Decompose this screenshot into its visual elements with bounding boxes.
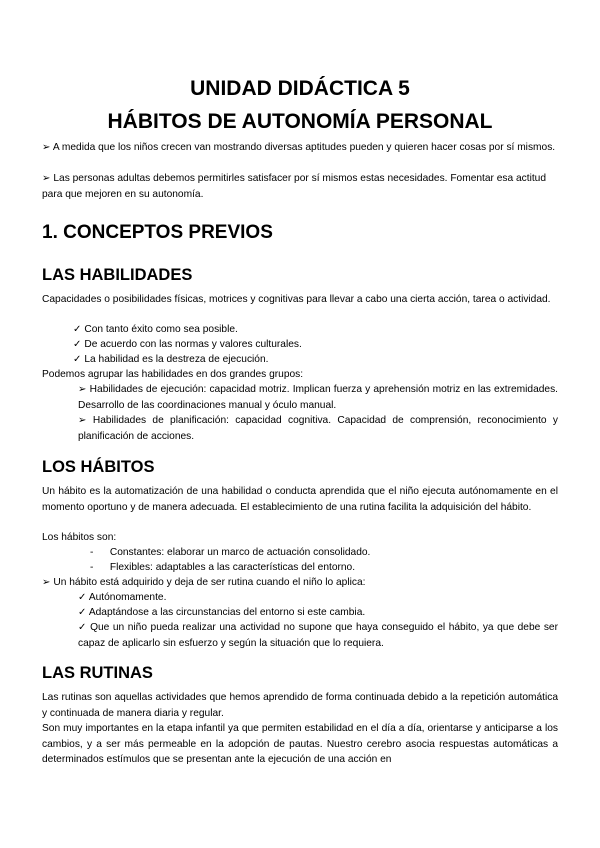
check-text: La habilidad es la destreza de ejecución. — [84, 354, 269, 365]
check-icon: ✓ — [78, 622, 87, 633]
habitos-acquired — [42, 575, 365, 591]
dash-item — [90, 560, 355, 576]
rutinas-paragraph: Las rutinas son aquellas actividades que hemos aprendido de forma continuada debido a la repetición automática y continuada de manera diaria y regular. — [42, 692, 558, 719]
intro-text: Las personas adultas debemos permitirles satisfacer por sí mismos estas necesidades. Fomentar esa actitud para que mejoren en su autonomía. — [42, 173, 547, 200]
unit-title: UNIDAD DIDÁCTICA 5 — [190, 77, 410, 100]
check-text: Con tanto éxito como sea posible. — [84, 324, 238, 335]
section-heading: 1. CONCEPTOS PREVIOS — [42, 222, 273, 243]
subsection-heading-habilidades: LAS HABILIDADES — [42, 266, 193, 284]
check-text: Que un niño pueda realizar una actividad no supone que haya conseguido el hábito, ya que debe ser capaz de aplicarlo sin esfuerzo y según la situación que lo requiera. — [78, 622, 558, 649]
check-item — [73, 352, 268, 368]
check-text: Adaptándose a las circunstancias del entorno si este cambia. — [88, 607, 366, 618]
dash-item — [90, 545, 370, 561]
check-icon: ✓ — [78, 607, 87, 618]
subsection-heading-rutinas: LAS RUTINAS — [42, 664, 153, 682]
check-icon: ✓ — [73, 324, 82, 335]
dash-text: Flexibles: adaptables a las características del entorno. — [109, 562, 356, 573]
check-icon: ✓ — [73, 339, 82, 350]
dash-bullet-icon: - — [90, 547, 94, 558]
group-item — [78, 382, 558, 413]
intro-item — [42, 171, 558, 202]
check-text: De acuerdo con las normas y valores culturales. — [84, 339, 302, 350]
arrow-bullet-icon: ➢ — [42, 142, 51, 153]
check-item — [73, 322, 238, 338]
check-item — [78, 605, 365, 621]
arrow-bullet-icon: ➢ — [78, 415, 87, 426]
habitos-son-label: Los hábitos son: — [42, 532, 117, 543]
unit-subtitle: HÁBITOS DE AUTONOMÍA PERSONAL — [107, 110, 493, 133]
intro-item — [42, 140, 558, 156]
subsection-heading-habitos: LOS HÁBITOS — [42, 458, 155, 476]
check-icon: ✓ — [73, 354, 82, 365]
arrow-bullet-icon: ➢ — [42, 173, 51, 184]
group-item — [78, 413, 558, 444]
intro-text: A medida que los niños crecen van mostrando diversas aptitudes pueden y quieren hacer cosas por sí mismos. — [52, 142, 556, 153]
group-text: Habilidades de planificación: capacidad cognitiva. Capacidad de comprensión, reconocimiento y planificación de acciones. — [78, 415, 558, 442]
check-item — [78, 620, 558, 651]
group-text: Habilidades de ejecución: capacidad motriz. Implican fuerza y aprehensión motriz en las extremidades. Desarrollo de las coordinaciones manual y óculo manual. — [78, 384, 558, 411]
habitos-intro: Un hábito es la automatización de una habilidad o conducta aprendida que el niño ejecuta autónomamente en el momento oportuno y de manera adecuada. El establecimiento de una rutina facilita la adquisición del hábito. — [42, 486, 558, 513]
acquired-text: Un hábito está adquirido y deja de ser rutina cuando el niño lo aplica: — [53, 577, 366, 588]
habilidades-group-text: Podemos agrupar las habilidades en dos grandes grupos: — [42, 369, 304, 380]
check-icon: ✓ — [78, 592, 87, 603]
rutinas-paragraph: Son muy importantes en la etapa infantil ya que permiten estabilidad en el día a día, orientarse y anticiparse a los cambios, y a ser más permeable en la adopción de pautas. Nuestro cerebro asocia respuestas automáticas a determinados estímulos que se presentan ante la ejecución de una acción en — [42, 723, 558, 765]
check-item — [73, 337, 302, 353]
check-text: Autónomamente. — [88, 592, 167, 603]
habilidades-intro: Capacidades o posibilidades físicas, motrices y cognitivas para llevar a cabo una cierta acción, tarea o actividad. — [42, 294, 551, 305]
arrow-bullet-icon: ➢ — [42, 577, 51, 588]
check-item — [78, 590, 166, 606]
dash-text: Constantes: elaborar un marco de actuación consolidado. — [109, 547, 371, 558]
dash-bullet-icon: - — [90, 562, 94, 573]
arrow-bullet-icon: ➢ — [78, 384, 87, 395]
